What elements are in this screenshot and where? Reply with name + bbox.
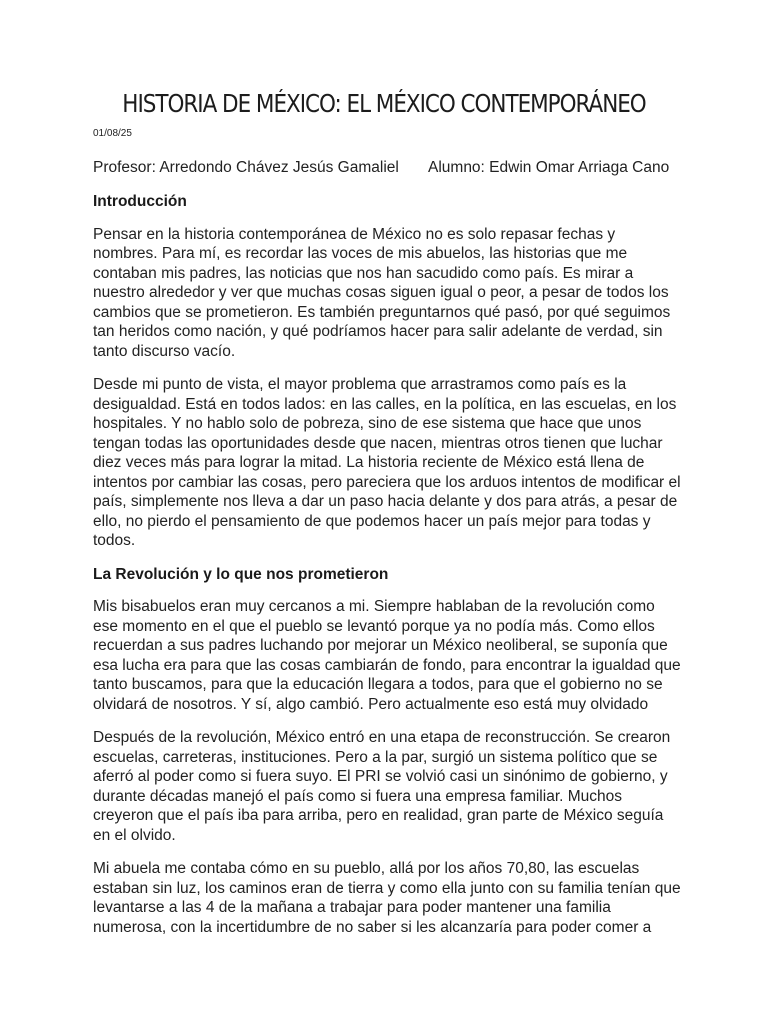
author-line [93, 159, 683, 177]
document-body [93, 192, 683, 951]
document-date: 01/08/25 [93, 128, 132, 139]
paragraph: Pensar en la historia contemporánea de México no es solo repasar fechas y nombres. Para mí, es recordar las voces de mis abuelos, las historias que me contaban mis padres, las noticias que nos han sacudido como país. Es mirar a nuestro alrededor y ver que muchas cosas siguen igual o peor, a pesar de todos los cambios que se prometieron. Es también preguntarnos qué pasó, por qué seguimos tan heridos como nación, y qué podríamos hacer para salir adelante de verdad, sin tanto discurso vacío. [93, 225, 671, 360]
section-heading-introduccion: Introducción [93, 193, 187, 210]
paragraph: Mi abuela me contaba cómo en su pueblo, allá por los años 70,80, las escuelas estaban sin luz, los caminos eran de tierra y como ella junto con su familia tenían que levantarse a las 4 de la mañana a trabajar para poder mantener una familia numerosa, con la incertidumbre de no saber si les alcanzaría para poder comer a [93, 860, 681, 936]
paragraph: Después de la revolución, México entró en una etapa de reconstrucción. Se crearon escuelas, carreteras, instituciones. Pero a la par, surgió un sistema político que se aferró al poder como si fuera suyo. El PRI se volvió casi un sinónimo de gobierno, y durante décadas manejó el país como si fuera una empresa familiar. Muchos creyeron que el país iba para arriba, pero en realidad, gran parte de México seguía en el olvido. [93, 729, 671, 844]
paragraph: Mis bisabuelos eran muy cercanos a mi. Siempre hablaban de la revolución como ese momento en el que el pueblo se levantó porque ya no podía más. Como ellos recuerdan a sus padres luchando por mejorar un México neoliberal, se suponía que esa lucha era para que las cosas cambiarán de fondo, para encontrar la igualdad que tanto buscamos, para que la educación llegara a todos, para que el gobierno no se olvidará de nosotros. Y sí, algo cambió. Pero actualmente eso está muy olvidado [93, 598, 681, 713]
document-title: HISTORIA DE MÉXICO: EL MÉXICO CONTEMPORÁNEO [122, 89, 646, 118]
paragraph: Desde mi punto de vista, el mayor problema que arrastramos como país es la desigualdad. Está en todos lados: en las calles, en la política, en las escuelas, en los hospitales. Y no hablo solo de pobreza, sino de ese sistema que hace que unos tengan todas las oportunidades desde que nacen, mientras otros tienen que luchar diez veces más para lograr la mitad. La historia reciente de México está llena de intentos por cambiar las cosas, pero pareciera que los arduos intentos de modificar el país, simplemente nos lleva a dar un paso hacia delante y dos para atrás, a pesar de ello, no pierdo el pensamiento de que podemos hacer un país mejor para todas y todos. [93, 376, 681, 549]
student-name: Alumno: Edwin Omar Arriaga Cano [428, 159, 670, 176]
professor-name: Profesor: Arredondo Chávez Jesús Gamaliel [93, 159, 399, 176]
section-heading-revolucion: La Revolución y lo que nos prometieron [93, 565, 389, 583]
